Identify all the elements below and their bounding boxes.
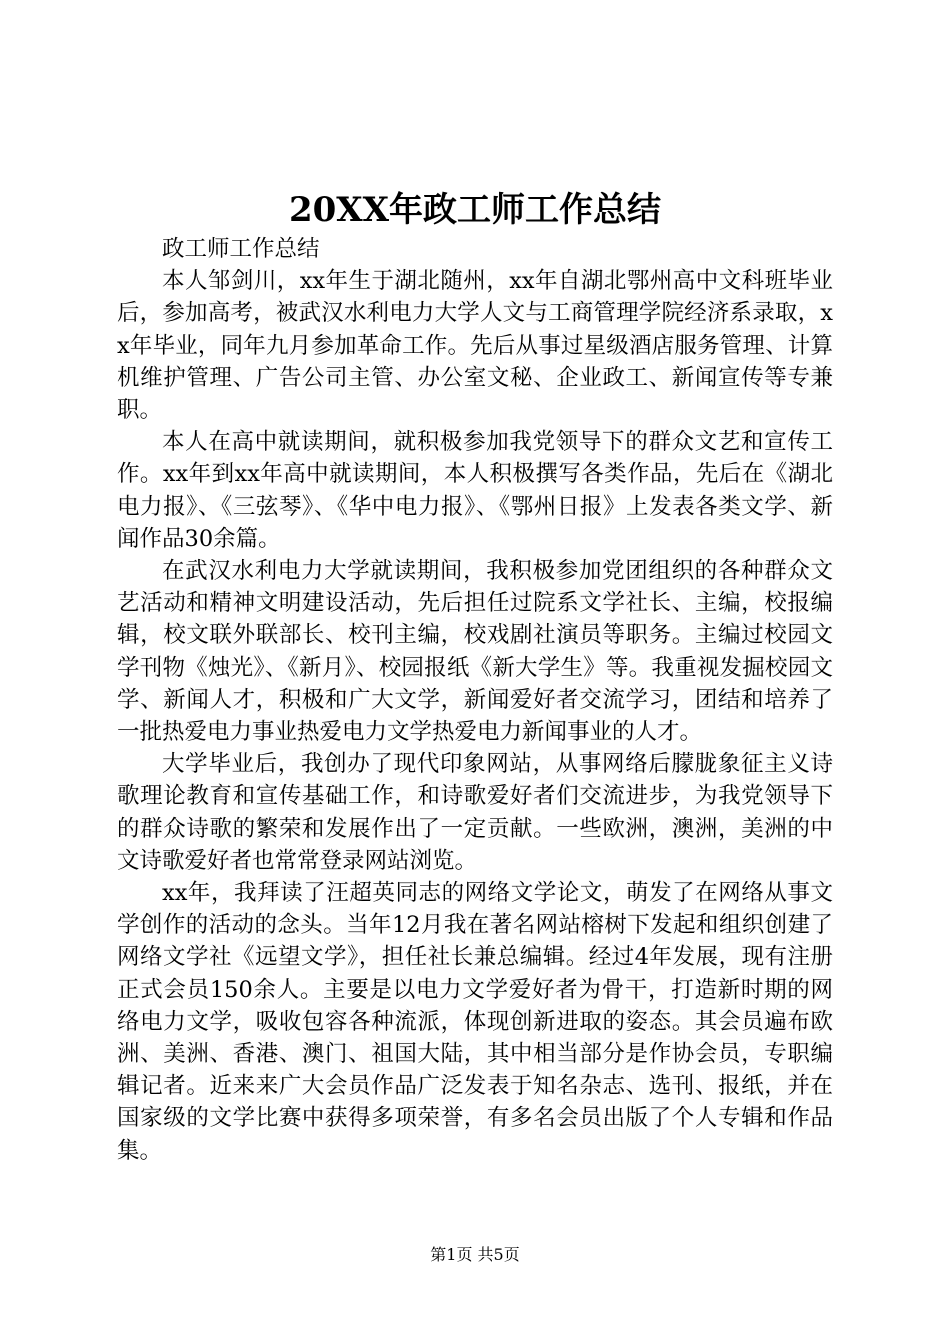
paragraph: 本人在高中就读期间，就积极参加我党领导下的群众文艺和宣传工作。xx年到xx年高中就读期间，本人积极撰写各类作品，先后在《湖北电力报》、《三弦琴》、《华中电力报》、《鄂州日报》上发表各类文学、新闻作品30余篇。 <box>117 429 833 552</box>
paragraph: xx年，我拜读了汪超英同志的网络文学论文，萌发了在网络从事文学创作的活动的念头。当年12月我在著名网站榕树下发起和组织创建了网络文学社《远望文学》，担任社长兼总编辑。经过4年发展，现有注册正式会员150余人。主要是以电力文学爱好者为骨干，打造新时期的网络电力文学，吸收包容各种流派，体现创新进取的姿态。其会员遍布欧洲、美洲、香港、澳门、祖国大陆，其中相当部分是作协会员，专职编辑记者。近来来广大会员作品广泛发表于知名杂志、选刊、报纸，并在国家级的文学比赛中获得多项荣誉，有多名会员出版了个人专辑和作品集。 <box>117 880 833 1164</box>
document-body <box>117 233 833 1167</box>
paragraph-heading: 政工师工作总结 <box>162 236 320 262</box>
document-title: 20XX年政工师工作总结 <box>288 190 662 230</box>
paragraph: 在武汉水利电力大学就读期间，我积极参加党团组织的各种群众文艺活动和精神文明建设活动，先后担任过院系文学社长、主编，校报编辑，校文联外联部长、校刊主编，校戏剧社演员等职务。主编过校园文学刊物《烛光》、《新月》、校园报纸《新大学生》等。我重视发掘校园文学、新闻人才，积极和广大文学，新闻爱好者交流学习，团结和培养了一批热爱电力事业热爱电力文学热爱电力新闻事业的人才。 <box>117 558 833 746</box>
page-number-footer: 第1页 共5页 <box>430 1245 520 1264</box>
paragraph: 本人邹剑川，xx年生于湖北随州，xx年自湖北鄂州高中文科班毕业后，参加高考，被武汉水利电力大学人文与工商管理学院经济系录取，xx年毕业，同年九月参加革命工作。先后从事过星级酒店服务管理、计算机维护管理、广告公司主管、办公室文秘、企业政工、新闻宣传等专兼职。 <box>117 268 833 424</box>
paragraph: 大学毕业后，我创办了现代印象网站，从事网络后朦胧象征主义诗歌理论教育和宣传基础工作，和诗歌爱好者们交流进步，为我党领导下的群众诗歌的繁荣和发展作出了一定贡献。一些欧洲，澳洲，美洲的中文诗歌爱好者也常常登录网站浏览。 <box>117 751 833 874</box>
